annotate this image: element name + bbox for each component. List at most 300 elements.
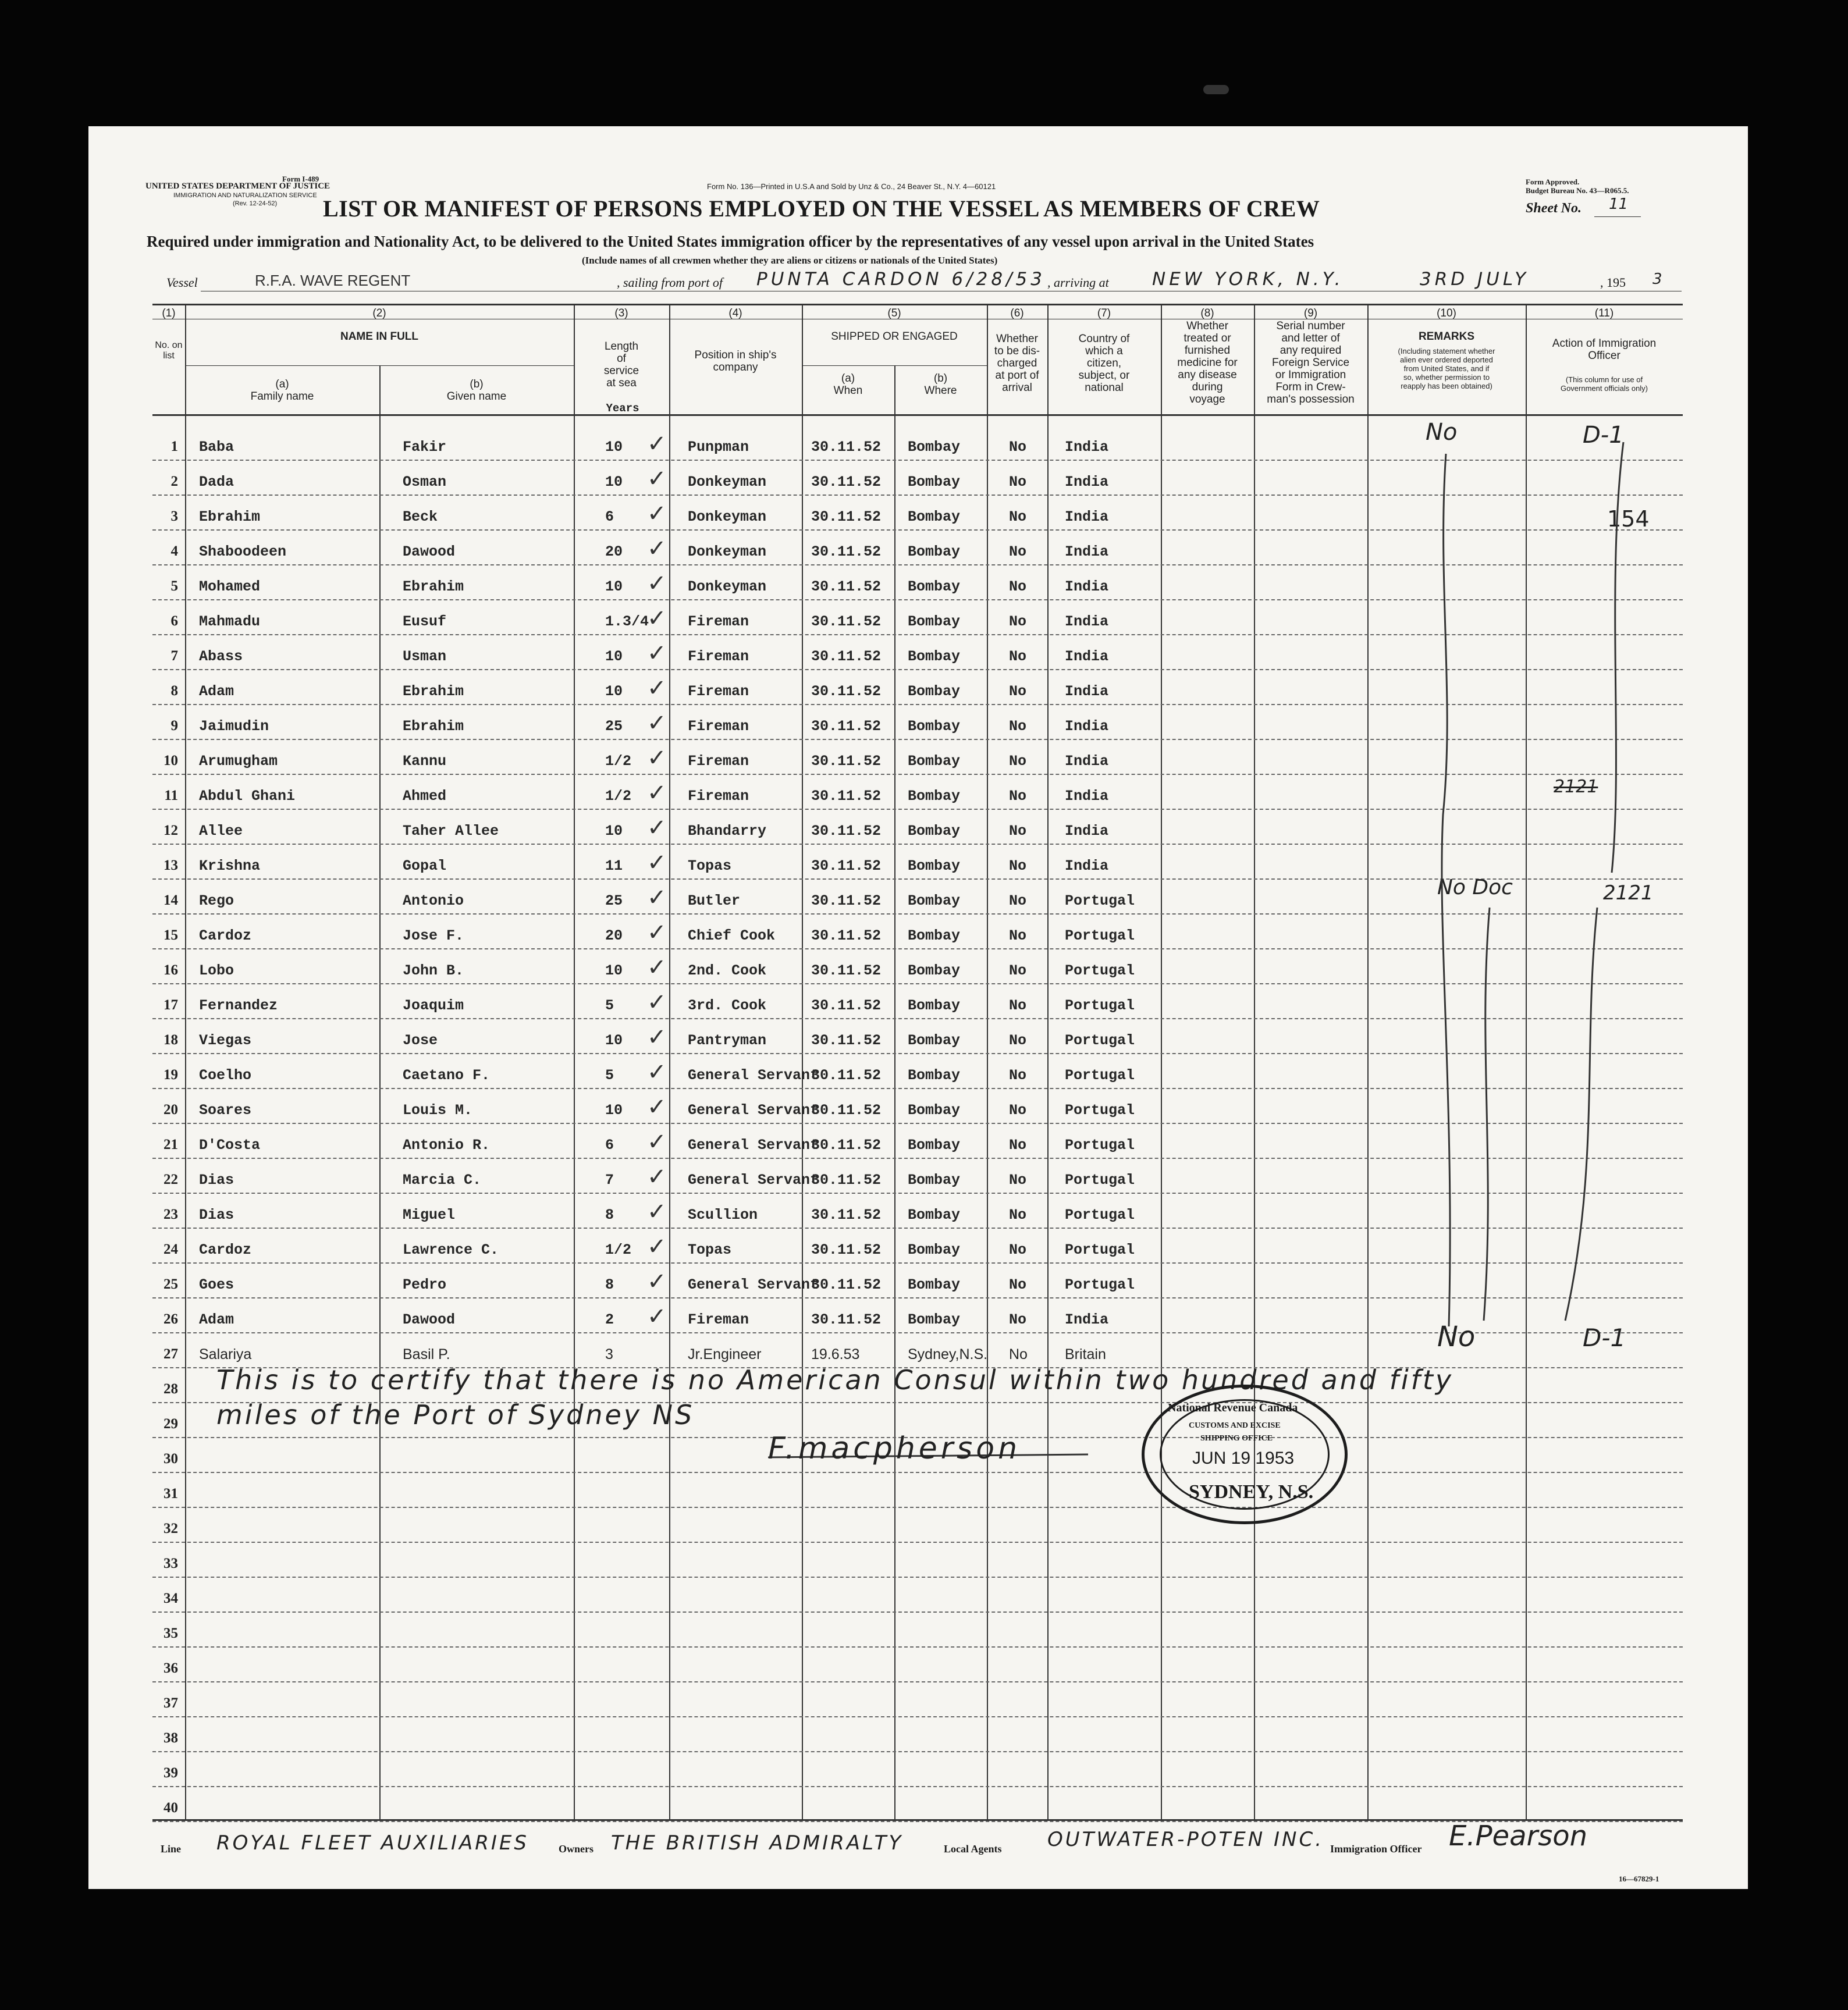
country: Portugal	[1065, 1102, 1135, 1119]
ship-position: Topas	[688, 1241, 732, 1258]
ship-position: Jr.Engineer	[688, 1346, 762, 1362]
ship-position: Donkeyman	[688, 578, 767, 595]
row-number: 5	[170, 578, 178, 594]
country: India	[1065, 439, 1109, 456]
country: Portugal	[1065, 1137, 1135, 1154]
discharge-flag: No	[1009, 613, 1027, 630]
stamp-top: National Revenue Canada	[1168, 1401, 1298, 1414]
country: India	[1065, 1311, 1109, 1328]
shipped-where: Sydney,N.S.	[908, 1346, 988, 1362]
shipped-where: Bombay	[908, 1276, 961, 1293]
years-service: 8	[605, 1207, 614, 1223]
stamp-bottom: SYDNEY, N.S.	[1189, 1481, 1314, 1503]
given-name: Osman	[403, 474, 447, 490]
country: Portugal	[1065, 1067, 1135, 1084]
check-mark-icon: ✓	[647, 780, 667, 806]
discharge-flag: No	[1009, 543, 1027, 560]
stamp-customs: CUSTOMS AND EXCISE	[1189, 1421, 1281, 1430]
action-note-154: 154	[1607, 506, 1650, 532]
years-service: 10	[605, 1032, 623, 1049]
given-name: Dawood	[403, 1311, 456, 1328]
header-where: (b) Where	[924, 372, 957, 397]
row-number: 30	[164, 1451, 178, 1467]
family-name: Baba	[199, 439, 234, 456]
given-name: Ebrahim	[403, 718, 464, 735]
country: India	[1065, 788, 1109, 805]
check-mark-icon: ✓	[647, 954, 667, 981]
stamp-date: JUN 19 1953	[1192, 1449, 1295, 1468]
country: Portugal	[1065, 892, 1135, 909]
given-name: Louis M.	[403, 1102, 473, 1119]
header-family-name: (a) Family name	[250, 378, 314, 403]
shipped-when: 30.11.52	[811, 1311, 882, 1328]
check-mark-icon: ✓	[647, 605, 667, 632]
family-name: Dada	[199, 474, 234, 490]
years-service: 25	[605, 892, 623, 909]
header-no-on-list: No. on list	[155, 340, 183, 361]
years-service: 2	[605, 1311, 614, 1328]
shipped-where: Bombay	[908, 508, 961, 525]
given-name: Miguel	[403, 1207, 456, 1223]
shipped-when: 30.11.52	[811, 1241, 882, 1258]
discharge-flag: No	[1009, 997, 1027, 1014]
ship-position: Scullion	[688, 1207, 758, 1223]
row-number: 19	[164, 1067, 178, 1083]
discharge-flag: No	[1009, 1311, 1027, 1328]
check-mark-icon: ✓	[647, 640, 667, 667]
shipped-where: Bombay	[908, 474, 961, 490]
discharge-flag: No	[1009, 648, 1027, 665]
shipped-where: Bombay	[908, 1207, 961, 1223]
years-service: 6	[605, 508, 614, 525]
agents-value: OUTWATER-POTEN INC.	[1047, 1828, 1324, 1851]
shipped-where: Bombay	[908, 1032, 961, 1049]
service-name: IMMIGRATION AND NATURALIZATION SERVICE	[173, 192, 317, 199]
shipped-where: Bombay	[908, 1067, 961, 1084]
discharge-flag: No	[1009, 439, 1027, 456]
check-mark-icon: ✓	[647, 1164, 667, 1190]
shipped-where: Bombay	[908, 997, 961, 1014]
country: Portugal	[1065, 1276, 1135, 1293]
manifest-note: (Include names of all crewmen whether they are aliens or citizens or nationals of the United States)	[582, 255, 998, 266]
family-name: Abass	[199, 648, 243, 665]
shipped-where: Bombay	[908, 1241, 961, 1258]
shipped-when: 30.11.52	[811, 753, 882, 770]
years-service: 1/2	[605, 788, 632, 805]
country: Portugal	[1065, 1241, 1135, 1258]
action-note-top: D-1	[1583, 422, 1624, 449]
country: India	[1065, 718, 1109, 735]
shipped-when: 30.11.52	[811, 1276, 882, 1293]
colnum: (3)	[614, 307, 628, 319]
country: Portugal	[1065, 1172, 1135, 1189]
shipped-when: 30.11.52	[811, 648, 882, 665]
colnum: (9)	[1303, 307, 1318, 319]
family-name: Adam	[199, 683, 234, 700]
given-name: John B.	[403, 962, 464, 979]
shipped-when: 30.11.52	[811, 1032, 882, 1049]
customs-stamp	[1142, 1385, 1348, 1524]
manifest-subtitle: Required under immigration and Nationality Act, to be delivered to the United States immigration officer by the representatives of any vessel upon arrival in the United States	[147, 233, 1314, 250]
shipped-when: 30.11.52	[811, 1207, 882, 1223]
check-mark-icon: ✓	[647, 1129, 667, 1155]
family-name: Lobo	[199, 962, 234, 979]
shipped-where: Bombay	[908, 1102, 961, 1119]
ship-position: Butler	[688, 892, 741, 909]
row-number: 13	[164, 858, 178, 873]
discharge-flag: No	[1009, 1102, 1027, 1119]
family-name: Dias	[199, 1172, 234, 1189]
shipped-when: 30.11.52	[811, 1102, 882, 1119]
header-serial: Serial number and letter of any required Foreign Service or Immigration Form in Crew- man's possession	[1267, 320, 1355, 405]
stamp-office: SHIPPING OFFICE	[1200, 1434, 1273, 1443]
certification-line-2: miles of the Port of Sydney NS	[216, 1399, 695, 1431]
discharge-flag: No	[1009, 753, 1027, 770]
row-number: 39	[164, 1765, 178, 1781]
line-value: ROYAL FLEET AUXILIARIES	[216, 1831, 529, 1855]
shipped-when: 19.6.53	[811, 1346, 860, 1362]
discharge-flag: No	[1009, 508, 1027, 525]
printer-note: Form No. 136—Printed in U.S.A and Sold by Unz & Co., 24 Beaver St., N.Y. 4—60121	[707, 182, 996, 191]
country: India	[1065, 543, 1109, 560]
colnum: (10)	[1437, 307, 1456, 319]
check-mark-icon: ✓	[647, 884, 667, 911]
discharge-flag: No	[1009, 1207, 1027, 1223]
years-service: 1.3/4	[605, 613, 649, 630]
colnum: (1)	[162, 307, 176, 319]
shipped-when: 30.11.52	[811, 788, 882, 805]
ship-position: Donkeyman	[688, 508, 767, 525]
shipped-when: 30.11.52	[811, 1172, 882, 1189]
family-name: Jaimudin	[199, 718, 269, 735]
country: Portugal	[1065, 997, 1135, 1014]
family-name: Allee	[199, 823, 243, 839]
sailing-port: PUNTA CARDON 6/28/53	[756, 269, 1046, 290]
header-shipped-engaged: SHIPPED OR ENGAGED	[831, 330, 958, 343]
given-name: Caetano F.	[403, 1067, 491, 1084]
shipped-when: 30.11.52	[811, 1067, 882, 1084]
remarks-ditto-line	[1442, 454, 1450, 1326]
discharge-flag: No	[1009, 683, 1027, 700]
given-name: Jose F.	[403, 927, 464, 944]
family-name: Mahmadu	[199, 613, 261, 630]
discharge-flag: No	[1009, 718, 1027, 735]
country: India	[1065, 578, 1109, 595]
given-name: Antonio	[403, 892, 464, 909]
years-service: 7	[605, 1172, 614, 1189]
form-code: 16—67829-1	[1619, 1874, 1659, 1883]
ship-position: General Servant	[688, 1137, 819, 1154]
shipped-when: 30.11.52	[811, 1137, 882, 1154]
row-number: 33	[164, 1556, 178, 1571]
manifest-title: LIST OR MANIFEST OF PERSONS EMPLOYED ON THE VESSEL AS MEMBERS OF CREW	[323, 195, 1320, 222]
shipped-where: Bombay	[908, 543, 961, 560]
shipped-when: 30.11.52	[811, 718, 882, 735]
colnum: (7)	[1097, 307, 1111, 319]
family-name: Krishna	[199, 858, 261, 874]
sheet-number: 11	[1609, 195, 1629, 213]
shipped-where: Bombay	[908, 683, 961, 700]
given-name: Eusuf	[403, 613, 447, 630]
given-name: Gopal	[403, 858, 447, 874]
years-service: 10	[605, 1102, 623, 1119]
family-name: Shaboodeen	[199, 543, 287, 560]
ship-position: General Servant	[688, 1276, 819, 1293]
discharge-flag: No	[1009, 578, 1027, 595]
years-service: 5	[605, 997, 614, 1014]
shipped-where: Bombay	[908, 1137, 961, 1154]
header-country: Country of which a citizen, subject, or national	[1078, 333, 1130, 394]
check-mark-icon: ✓	[647, 1024, 667, 1051]
colnum: (8)	[1200, 307, 1214, 319]
form-revision: (Rev. 12-24-52)	[233, 200, 278, 207]
header-position: Position in ship's company	[694, 349, 777, 373]
years-service: 3	[605, 1346, 613, 1362]
remarks-ditto-line	[1484, 908, 1490, 1321]
discharge-flag: No	[1009, 474, 1027, 490]
check-mark-icon: ✓	[647, 1303, 667, 1330]
header-medicine: Whether treated or furnished medicine for any disease during voyage	[1177, 320, 1238, 405]
country: India	[1065, 613, 1109, 630]
years-service: 10	[605, 439, 623, 456]
arrival-year: 3	[1652, 271, 1662, 288]
years-service: 6	[605, 1137, 614, 1154]
header-given-name: (b) Given name	[446, 378, 507, 403]
row-number: 34	[164, 1591, 178, 1606]
check-mark-icon: ✓	[647, 500, 667, 527]
colnum: (11)	[1594, 307, 1614, 319]
discharge-flag: No	[1009, 1276, 1027, 1293]
shipped-when: 30.11.52	[811, 439, 882, 456]
shipped-where: Bombay	[908, 892, 961, 909]
row-number: 17	[164, 997, 178, 1013]
ship-position: 3rd. Cook	[688, 997, 767, 1014]
remarks-note-top: No	[1426, 419, 1458, 446]
row-number: 8	[170, 683, 178, 699]
country: Portugal	[1065, 1207, 1135, 1223]
arrival-port: NEW YORK, N.Y.	[1152, 269, 1344, 290]
discharge-flag: No	[1009, 927, 1027, 944]
row-number: 29	[164, 1416, 178, 1432]
check-mark-icon: ✓	[647, 919, 667, 946]
discharge-flag: No	[1009, 962, 1027, 979]
family-name: Dias	[199, 1207, 234, 1223]
row-number: 32	[164, 1521, 178, 1536]
ship-position: Fireman	[688, 788, 749, 805]
certifying-signature: F.macpherson	[768, 1431, 1021, 1466]
header-remarks-note: (Including statement whether alien ever ordered deported from United States, and if so, whether permission to reapply has been obtained)	[1398, 347, 1495, 390]
given-name: Antonio R.	[403, 1137, 491, 1154]
check-mark-icon: ✓	[647, 465, 667, 492]
shipped-when: 30.11.52	[811, 997, 882, 1014]
given-name: Ebrahim	[403, 683, 464, 700]
row-number: 37	[164, 1695, 178, 1711]
check-mark-icon: ✓	[647, 431, 667, 457]
shipped-when: 30.11.52	[811, 858, 882, 874]
shipped-when: 30.11.52	[811, 613, 882, 630]
discharge-flag: No	[1009, 788, 1027, 805]
row-number: 35	[164, 1625, 178, 1641]
colnum: (5)	[887, 307, 901, 319]
row-number: 9	[170, 718, 178, 734]
ship-position: Fireman	[688, 718, 749, 735]
country: Portugal	[1065, 962, 1135, 979]
row-number: 21	[164, 1137, 178, 1152]
ship-position: General Servant	[688, 1172, 819, 1189]
check-mark-icon: ✓	[647, 1198, 667, 1225]
years-service: 8	[605, 1276, 614, 1293]
shipped-when: 30.11.52	[811, 508, 882, 525]
country: India	[1065, 648, 1109, 665]
row-number: 22	[164, 1172, 178, 1187]
shipped-when: 30.11.52	[811, 892, 882, 909]
action-note-crossed: 2121	[1554, 777, 1598, 797]
shipped-when: 30.11.52	[811, 927, 882, 944]
check-mark-icon: ✓	[647, 570, 667, 597]
years-service: 20	[605, 543, 623, 560]
years-service: 11	[605, 858, 623, 874]
years-service: 10	[605, 823, 623, 839]
owners-value: THE BRITISH ADMIRALTY	[611, 1831, 904, 1855]
family-name: Arumugham	[199, 753, 278, 770]
arriving-label: , arriving at	[1047, 275, 1109, 290]
shipped-where: Bombay	[908, 788, 961, 805]
shipped-when: 30.11.52	[811, 474, 882, 490]
action-ditto-line	[1565, 908, 1597, 1321]
family-name: Cardoz	[199, 1241, 252, 1258]
ship-position: Donkeyman	[688, 543, 767, 560]
header-action-note: (This column for use of Government officials only)	[1560, 375, 1648, 393]
row-number: 16	[164, 962, 178, 978]
discharge-flag: No	[1009, 1032, 1027, 1049]
ship-position: Punpman	[688, 439, 749, 456]
shipped-where: Bombay	[908, 858, 961, 874]
country: India	[1065, 753, 1109, 770]
given-name: Jose	[403, 1032, 438, 1049]
years-service: 10	[605, 578, 623, 595]
row-number: 11	[164, 788, 178, 803]
country: Portugal	[1065, 927, 1135, 944]
row-number: 10	[164, 753, 178, 769]
given-name: Lawrence C.	[403, 1241, 499, 1258]
country: Britain	[1065, 1346, 1106, 1362]
years-service: 10	[605, 683, 623, 700]
family-name: Goes	[199, 1276, 234, 1293]
years-service: 1/2	[605, 753, 632, 770]
row-number: 14	[164, 892, 178, 908]
years-service: 5	[605, 1067, 614, 1084]
action-note-27: D-1	[1583, 1324, 1626, 1352]
action-note-mid: 2121	[1603, 881, 1654, 905]
form-approved: Form Approved.	[1526, 177, 1580, 186]
budget-bureau: Budget Bureau No. 43—R065.5.	[1526, 186, 1629, 195]
agents-label: Local Agents	[944, 1843, 1002, 1855]
shipped-when: 30.11.52	[811, 683, 882, 700]
given-name: Basil P.	[403, 1346, 450, 1362]
shipped-where: Bombay	[908, 648, 961, 665]
sailing-label: , sailing from port of	[617, 275, 723, 290]
header-discharged: Whether to be dis- charged at port of arrival	[994, 333, 1040, 394]
row-number: 26	[164, 1311, 178, 1327]
years-service: 10	[605, 474, 623, 490]
header-length-service: Length of service at sea	[603, 340, 639, 389]
row-number: 31	[164, 1486, 178, 1502]
ship-position: Bhandarry	[688, 823, 767, 839]
colnum: (6)	[1010, 307, 1024, 319]
family-name: Cardoz	[199, 927, 252, 944]
row-number: 27	[164, 1346, 178, 1362]
given-name: Pedro	[403, 1276, 447, 1293]
given-name: Marcia C.	[403, 1172, 482, 1189]
discharge-flag: No	[1009, 1172, 1027, 1189]
row-number: 25	[164, 1276, 178, 1292]
line-label: Line	[161, 1843, 182, 1855]
discharge-flag: No	[1009, 892, 1027, 909]
given-name: Beck	[403, 508, 438, 525]
shipped-where: Bombay	[908, 718, 961, 735]
family-name: Coelho	[199, 1067, 252, 1084]
header-years: Years	[606, 402, 639, 415]
family-name: Mohamed	[199, 578, 261, 595]
header-action: Action of Immigration Officer	[1552, 337, 1657, 362]
row-number: 6	[170, 613, 178, 629]
years-service: 25	[605, 718, 623, 735]
family-name: D'Costa	[199, 1137, 261, 1154]
ship-position: Fireman	[688, 753, 749, 770]
ship-position: Topas	[688, 858, 732, 874]
years-service: 1/2	[605, 1241, 632, 1258]
discharge-flag: No	[1009, 1137, 1027, 1154]
remarks-note-mid: No Doc	[1437, 876, 1513, 899]
row-number: 20	[164, 1102, 178, 1118]
given-name: Ebrahim	[403, 578, 464, 595]
shipped-where: Bombay	[908, 1172, 961, 1189]
check-mark-icon: ✓	[647, 745, 667, 771]
given-name: Taher Allee	[403, 823, 499, 839]
family-name: Soares	[199, 1102, 252, 1119]
row-number: 7	[170, 648, 178, 664]
family-name: Fernandez	[199, 997, 278, 1014]
given-name: Kannu	[403, 753, 447, 770]
row-number: 15	[164, 927, 178, 943]
shipped-where: Bombay	[908, 753, 961, 770]
check-mark-icon: ✓	[647, 1094, 667, 1120]
years-service: 20	[605, 927, 623, 944]
row-number: 24	[164, 1241, 178, 1257]
header-remarks: REMARKS	[1418, 330, 1475, 343]
shipped-where: Bombay	[908, 613, 961, 630]
row-number: 12	[164, 823, 178, 838]
sheet-label: Sheet No.	[1526, 201, 1582, 216]
remarks-note-27: No	[1437, 1321, 1476, 1353]
certification-line-1: This is to certify that there is no American Consul within two hundred and fifty	[216, 1364, 1454, 1396]
ship-position: General Servant	[688, 1067, 819, 1084]
given-name: Ahmed	[403, 788, 447, 805]
vessel-name: R.F.A. WAVE REGENT	[255, 272, 411, 289]
shipped-when: 30.11.52	[811, 543, 882, 560]
check-mark-icon: ✓	[647, 535, 667, 562]
row-number: 23	[164, 1207, 178, 1222]
check-mark-icon: ✓	[647, 675, 667, 702]
given-name: Joaquim	[403, 997, 464, 1014]
officer-signature: E.Pearson	[1449, 1820, 1588, 1852]
row-number: 3	[170, 508, 178, 524]
vessel-label: Vessel	[166, 275, 198, 290]
ship-position: General Servant	[688, 1102, 819, 1119]
row-number: 28	[164, 1381, 178, 1397]
family-name: Viegas	[199, 1032, 252, 1049]
colnum: (4)	[728, 307, 742, 319]
